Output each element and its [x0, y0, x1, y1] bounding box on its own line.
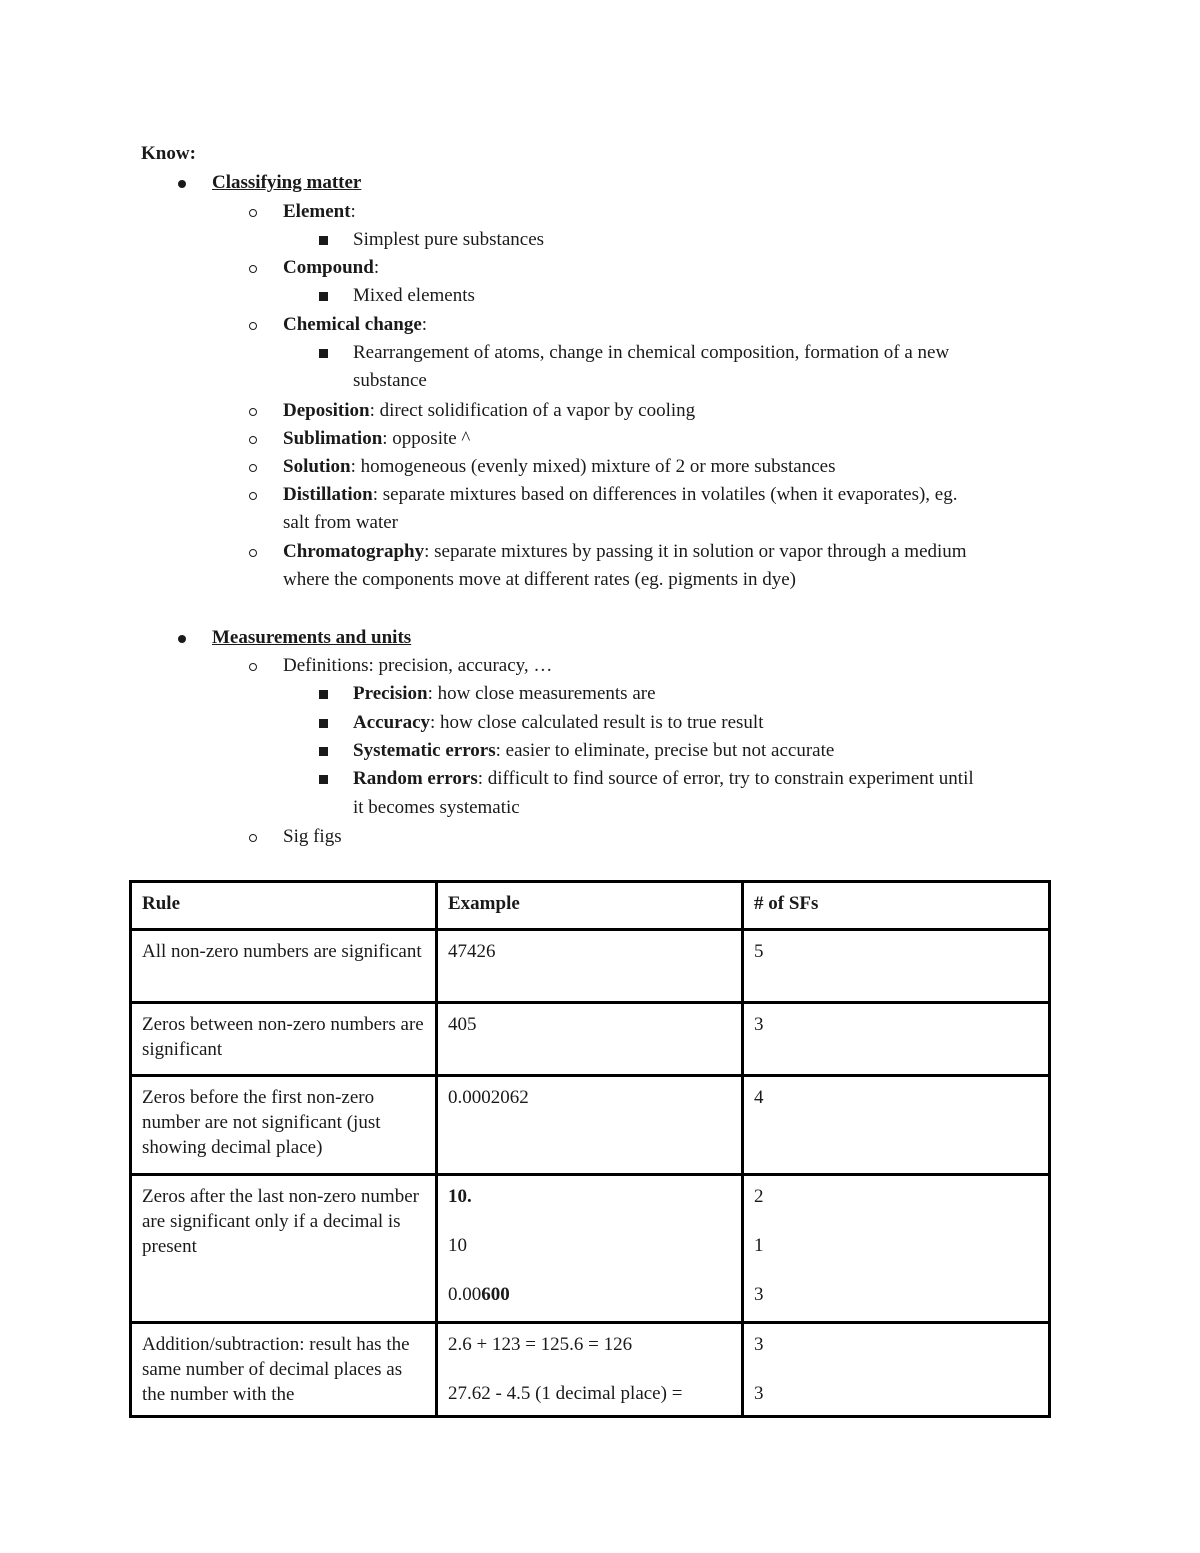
example-value: 2.6 + 123 = 125.6 = 126	[448, 1334, 633, 1355]
sf-value: 3	[754, 1284, 764, 1305]
rule-cell: Zeros before the first non-zero number are not significant (just showing decimal place)	[131, 1076, 437, 1175]
section-title-classifying-matter: Classifying matter	[212, 172, 362, 193]
example-cell	[437, 1175, 743, 1323]
table-row	[131, 1076, 1050, 1175]
disc-bullet-icon	[178, 624, 186, 652]
disc-bullet-icon	[178, 169, 186, 197]
header-rule: Rule	[131, 882, 437, 930]
square-bullet-icon	[319, 709, 328, 737]
term-accuracy: Accuracy: how close calculated result is to true result	[353, 712, 764, 733]
term-solution: Solution: homogeneous (evenly mixed) mixture of 2 or more substances	[283, 456, 836, 477]
table-row	[131, 1175, 1050, 1323]
header-example: Example	[437, 882, 743, 930]
table-row	[131, 930, 1050, 1003]
example-value: 10.	[448, 1186, 472, 1207]
circle-bullet-icon	[249, 481, 257, 509]
sf-cell	[743, 1175, 1050, 1323]
sig-figs-table	[129, 880, 1051, 1418]
sf-value: 3	[754, 1383, 764, 1404]
circle-bullet-icon	[249, 538, 257, 566]
sig-figs-line: Sig figs	[283, 826, 342, 847]
circle-bullet-icon	[249, 311, 257, 339]
compound-detail: Mixed elements	[353, 285, 475, 306]
rule-cell: Addition/subtraction: result has the same number of decimal places as the number with the	[131, 1323, 437, 1417]
term-chromatography: Chromatography: separate mixtures by passing it in solution or vapor through a medium	[283, 541, 967, 562]
chemical-change-detail-line1: Rearrangement of atoms, change in chemical composition, formation of a new	[353, 342, 950, 363]
square-bullet-icon	[319, 680, 328, 708]
element-detail: Simplest pure substances	[353, 229, 545, 250]
term-systematic-errors: Systematic errors: easier to eliminate, precise but not accurate	[353, 740, 835, 761]
term-distillation: Distillation: separate mixtures based on differences in volatiles (when it evaporates), eg.	[283, 484, 958, 505]
chromatography-line2: where the components move at different rates (eg. pigments in dye)	[283, 569, 797, 590]
section-title-measurements: Measurements and units	[212, 627, 412, 648]
term-compound: Compound:	[283, 257, 380, 278]
term-element: Element:	[283, 201, 356, 222]
rule-cell: Zeros between non-zero numbers are significant	[131, 1003, 437, 1076]
circle-bullet-icon	[249, 198, 257, 226]
chemical-change-detail-line2: substance	[353, 370, 427, 391]
example-cell: 405	[437, 1003, 743, 1076]
sf-cell: 3	[743, 1003, 1050, 1076]
rule-cell: All non-zero numbers are significant	[131, 930, 437, 1003]
example-cell	[437, 1323, 743, 1417]
sf-value: 3	[754, 1334, 764, 1355]
circle-bullet-icon	[249, 254, 257, 282]
term-sublimation: Sublimation: opposite ^	[283, 428, 471, 449]
example-value: 27.62 - 4.5 (1 decimal place) =	[448, 1383, 683, 1404]
sf-cell: 5	[743, 930, 1050, 1003]
term-precision: Precision: how close measurements are	[353, 683, 656, 704]
square-bullet-icon	[319, 226, 328, 254]
circle-bullet-icon	[249, 425, 257, 453]
rule-cell: Zeros after the last non-zero number are significant only if a decimal is present	[131, 1175, 437, 1323]
example-value: 0.00600	[448, 1284, 510, 1305]
square-bullet-icon	[319, 282, 328, 310]
term-chemical-change: Chemical change:	[283, 314, 428, 335]
sf-value: 2	[754, 1186, 764, 1207]
distillation-line2: salt from water	[283, 512, 399, 533]
table-row	[131, 1003, 1050, 1076]
circle-bullet-icon	[249, 453, 257, 481]
sf-cell: 4	[743, 1076, 1050, 1175]
circle-bullet-icon	[249, 652, 257, 680]
example-value: 10	[448, 1235, 467, 1256]
sf-value: 1	[754, 1235, 764, 1256]
table-row	[131, 1323, 1050, 1417]
square-bullet-icon	[319, 339, 328, 367]
header-sf-count: # of SFs	[743, 882, 1050, 930]
square-bullet-icon	[319, 765, 328, 793]
term-deposition: Deposition: direct solidification of a vapor by cooling	[283, 400, 696, 421]
random-errors-line2: it becomes systematic	[353, 797, 520, 818]
sf-cell	[743, 1323, 1050, 1417]
definitions-line: Definitions: precision, accuracy, …	[283, 655, 553, 676]
circle-bullet-icon	[249, 823, 257, 851]
example-cell: 47426	[437, 930, 743, 1003]
table-header-row	[131, 882, 1050, 930]
example-cell: 0.0002062	[437, 1076, 743, 1175]
square-bullet-icon	[319, 737, 328, 765]
know-heading: Know:	[141, 143, 196, 164]
term-random-errors: Random errors: difficult to find source of error, try to constrain experiment until	[353, 768, 974, 789]
circle-bullet-icon	[249, 397, 257, 425]
